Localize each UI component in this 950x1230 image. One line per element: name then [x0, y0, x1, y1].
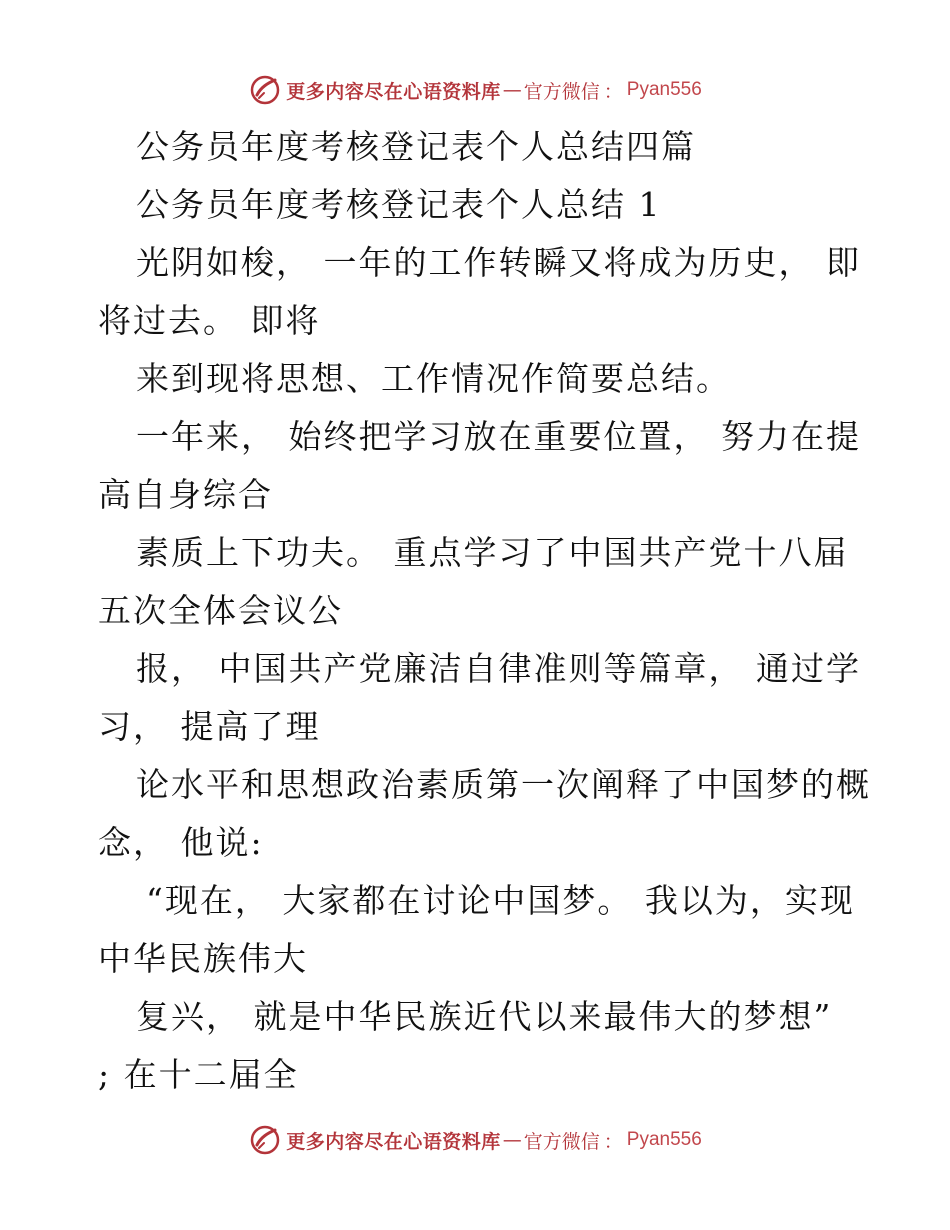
paragraph-line: 论水平和思想政治素质第一次阐释了中国梦的概 [136, 765, 871, 804]
header-watermark [0, 70, 950, 110]
pen-logo-icon [248, 73, 282, 107]
paragraph-line: 一年来， 始终把学习放在重要位置， 努力在提 [136, 417, 861, 456]
paragraph-line: 习， 提高了理 [98, 707, 321, 746]
paragraph-line: 素质上下功夫。 重点学习了中国共产党十八届 [136, 533, 849, 572]
paragraph-line: 中华民族伟大 [98, 939, 308, 978]
banner-main-text: 更多内容尽在心语资料库 [286, 1130, 501, 1153]
document-body [98, 118, 871, 1104]
section-heading: 公务员年度考核登记表个人总结 1 [136, 185, 662, 224]
banner-wechat-id: Pyan556 [626, 1129, 702, 1150]
paragraph-line: 报， 中国共产党廉洁自律准则等篇章， 通过学 [136, 649, 861, 688]
paragraph-line: 念， 他说: [98, 823, 264, 862]
paragraph-line: 光阴如梭， 一年的工作转瞬又将成为历史， 即 [136, 243, 861, 282]
paragraph-line: “现在， 大家都在讨论中国梦。 我以为，实现 [146, 881, 855, 920]
paragraph-line: 高自身综合 [98, 475, 273, 514]
banner-colon: ： [603, 1130, 623, 1153]
paragraph-line: ; 在十二届全 [98, 1055, 299, 1094]
paragraph-line: 将过去。 即将 [98, 301, 321, 340]
banner-wechat-label: 官方微信 [523, 1130, 600, 1153]
banner-wechat-id: Pyan556 [626, 79, 702, 100]
banner-main-text: 更多内容尽在心语资料库 [286, 80, 501, 103]
document-title: 公务员年度考核登记表个人总结四篇 [136, 127, 696, 166]
footer-watermark [0, 1120, 950, 1160]
paragraph-line: 五次全体会议公 [98, 591, 343, 630]
paragraph-line: 来到现将思想、工作情况作简要总结。 [136, 359, 731, 398]
banner-wechat-label: 官方微信 [523, 80, 600, 103]
banner-separator: — [502, 1129, 522, 1151]
paragraph-line: 复兴， 就是中华民族近代以来最伟大的梦想” [136, 997, 833, 1036]
banner-colon: ： [603, 80, 623, 103]
pen-logo-icon [248, 1123, 282, 1157]
banner-separator: — [502, 79, 522, 101]
